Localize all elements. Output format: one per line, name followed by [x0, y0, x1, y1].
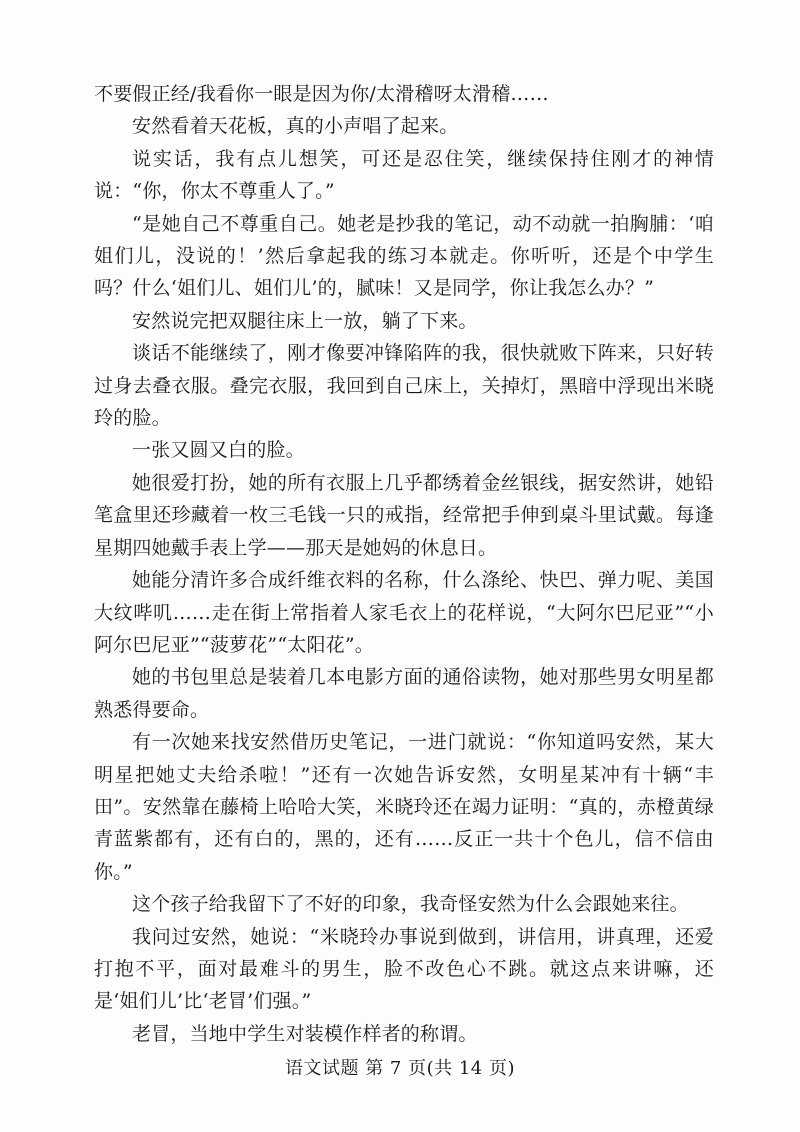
paragraph: 一张又圆又白的脸。 — [132, 439, 305, 462]
paragraph: 这个孩子给我留下了不好的印象，我奇怪安然为什么会跟她来往。 — [132, 893, 689, 916]
paragraph: 她很爱打扮，她的所有衣服上几乎都绣着金丝银线，据安然讲，她铅笔盒里还珍藏着一枚三毛钱一只的戒指，经常把手伸到桌斗里试戴。每逢星期四她戴手表上学——那天是她妈的休息日。 — [94, 471, 714, 559]
article-body — [94, 78, 714, 1050]
paragraph: 谈话不能继续了，刚才像要冲锋陷阵的我，很快就败下阵来，只好转过身去叠衣服。叠完衣服，我回到自己床上，关掉灯，黑暗中浮现出米晓玲的脸。 — [94, 342, 714, 430]
paragraph: 老冒，当地中学生对装模作样者的称谓。 — [132, 1022, 478, 1045]
paragraph: 我问过安然，她说：“米晓玲办事说到做到，讲信用，讲真理，还爱打抱不平，面对最难斗的男生，脸不改色心不跳。就这点来讲嘛，还是‘姐们儿’比‘老冒’们强。” — [94, 925, 714, 1013]
paragraph: 她能分清许多合成纤维衣料的名称，什么涤纶、快巴、弹力呢、美国大纹哔叽……走在街上常指着人家毛衣上的花样说，“大阿尔巴尼亚”“小阿尔巴尼亚”“菠萝花”“太阳花”。 — [94, 569, 714, 656]
paragraph: “是她自己不尊重自己。她老是抄我的笔记，动不动就一拍胸脯：‘咱姐们儿，没说的！’然后拿起我的练习本就走。你听听，还是个中学生吗？什么‘姐们儿、姐们儿’的，腻味！又是同学，你让我怎么办？” — [94, 212, 714, 300]
paragraph-song-lyric: 不要假正经/我看你一眼是因为你/太滑稽呀太滑稽…… — [94, 83, 549, 105]
paragraph: 有一次她来找安然借历史笔记，一进门就说：“你知道吗安然，某大明星把她丈夫给杀啦！”还有一次她告诉安然，女明星某冲有十辆“丰田”。安然靠在藤椅上哈哈大笑，米晓玲还在竭力证明：“真的，赤橙黄绿青蓝紫都有，还有白的，黑的，还有……反正一共十个色儿，信不信由你。” — [94, 731, 714, 883]
paragraph: 说实话，我有点儿想笑，可还是忍住笑，继续保持住刚才的神情说：“你，你太不尊重人了。” — [94, 147, 714, 203]
page-footer: 语文试题 第 7 页(共 14 页) — [284, 1058, 515, 1079]
paragraph: 她的书包里总是装着几本电影方面的通俗读物，她对那些男女明星都熟悉得要命。 — [94, 666, 714, 721]
paragraph: 安然看着天花板，真的小声唱了起来。 — [132, 115, 459, 138]
paragraph: 安然说完把双腿往床上一放，躺了下来。 — [132, 309, 478, 332]
